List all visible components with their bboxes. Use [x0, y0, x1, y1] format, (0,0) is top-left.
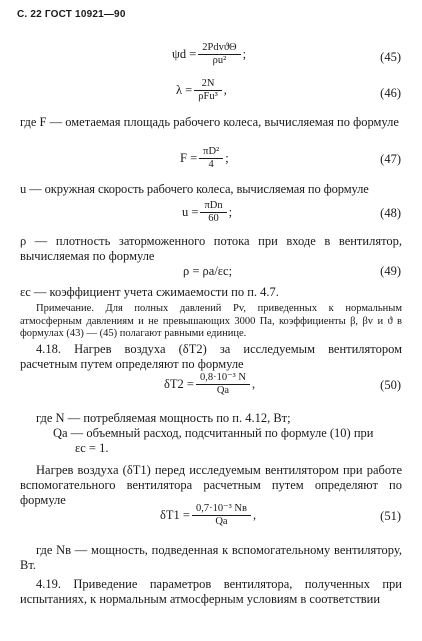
equation-number-50: (50): [380, 378, 401, 392]
paragraph-inlet-heating: Нагрев воздуха (δT1) перед исследуемым вентилятором при работе вспомогательного вентилятора расчетным путем определяют по формуле: [20, 463, 402, 507]
paragraph-area-definition: где F — ометаемая площадь рабочего колеса, вычисляемая по формуле: [20, 115, 399, 129]
paragraph-epsilon-value: εc = 1.: [75, 441, 109, 455]
formula-50-denominator: Qa: [216, 385, 230, 396]
formula-50-numerator: 0,8·10⁻³ N: [199, 372, 246, 383]
formula-45-fraction: [198, 42, 240, 67]
paragraph-flow-definition: Qa — объемный расход, подсчитанный по формуле (10) при: [53, 426, 374, 440]
formula-46-denominator: ρFu³: [198, 91, 218, 102]
formula-48-lhs: u =: [182, 205, 199, 219]
paragraph-density-definition: ρ — плотность заторможенного потока при входе в вентилятор, вычисляемая по формуле: [20, 234, 402, 263]
equation-number-47: (47): [380, 152, 401, 166]
page-header: С. 22 ГОСТ 10921—90: [17, 9, 126, 20]
formula-51-lhs: δT1 =: [160, 508, 190, 522]
formula-51-tail: ,: [252, 508, 257, 522]
formula-47-denominator: 4: [208, 159, 214, 170]
paragraph-aux-power: где Nв — мощность, подведенная к вспомогательному вентилятору, Вт.: [20, 543, 402, 572]
formula-46-lhs: λ =: [176, 83, 193, 97]
formula-50: [164, 372, 255, 397]
formula-45-denominator: ρu²: [212, 55, 227, 66]
formula-45-tail: ;: [242, 47, 247, 61]
formula-51-numerator: 0,7·10⁻³ Nв: [195, 503, 247, 514]
formula-45: [172, 42, 246, 67]
formula-47-tail: ;: [225, 151, 229, 165]
paragraph-power-definition: где N — потребляемая мощность по п. 4.12, Вт;: [36, 411, 291, 425]
formula-49: [183, 264, 232, 279]
formula-50-lhs: δT2 =: [164, 377, 194, 391]
formula-47: [180, 146, 229, 171]
formula-46: [176, 78, 227, 103]
equation-number-46: (46): [380, 86, 401, 100]
formula-47-lhs: F =: [180, 151, 198, 165]
equation-number-48: (48): [380, 206, 401, 220]
formula-48-tail: ;: [228, 205, 233, 219]
formula-45-numerator: 2PdvϑΘ: [202, 42, 237, 53]
equation-number-51: (51): [380, 509, 401, 523]
formula-47-numerator: πD²: [203, 146, 220, 157]
formula-49-text: ρ = ρa/εc;: [183, 264, 233, 278]
formula-46-tail: ,: [223, 83, 227, 97]
formula-50-tail: ,: [251, 377, 256, 391]
formula-50-fraction: [196, 372, 250, 397]
formula-51-fraction: [192, 503, 251, 528]
formula-45-lhs: ψd =: [172, 47, 197, 61]
paragraph-4-18: 4.18. Нагрев воздуха (δT2) за исследуемым вентилятором расчетным путем определяют по формуле: [20, 342, 402, 371]
equation-number-45: (45): [380, 50, 401, 64]
formula-47-fraction: [199, 146, 223, 171]
formula-48-numerator: πDn: [204, 200, 223, 211]
paragraph-speed-definition: u — окружная скорость рабочего колеса, вычисляемая по формуле: [20, 182, 369, 196]
formula-46-numerator: 2N: [201, 78, 215, 89]
formula-48-fraction: [200, 200, 226, 225]
formula-51: [160, 503, 256, 528]
formula-46-fraction: [194, 78, 221, 103]
paragraph-compressibility: εc — коэффициент учета сжимаемости по п. 4.7.: [20, 285, 279, 299]
formula-51-denominator: Qa: [215, 516, 228, 527]
equation-number-49: (49): [380, 264, 401, 278]
note: Примечание. Для полных давлений Pv, приведенных к нормальным атмосферным давлениям и не превышающих 3000 Па, коэффициенты β, βv и ϑ в формулах (43) — (45) полагают равными единице.: [20, 303, 402, 339]
formula-48: [182, 200, 232, 225]
formula-48-denominator: 60: [208, 213, 219, 224]
paragraph-4-19: 4.19. Приведение параметров вентилятора, полученных при испытаниях, к нормальным атмосферным условиям в соответствии: [20, 577, 402, 606]
